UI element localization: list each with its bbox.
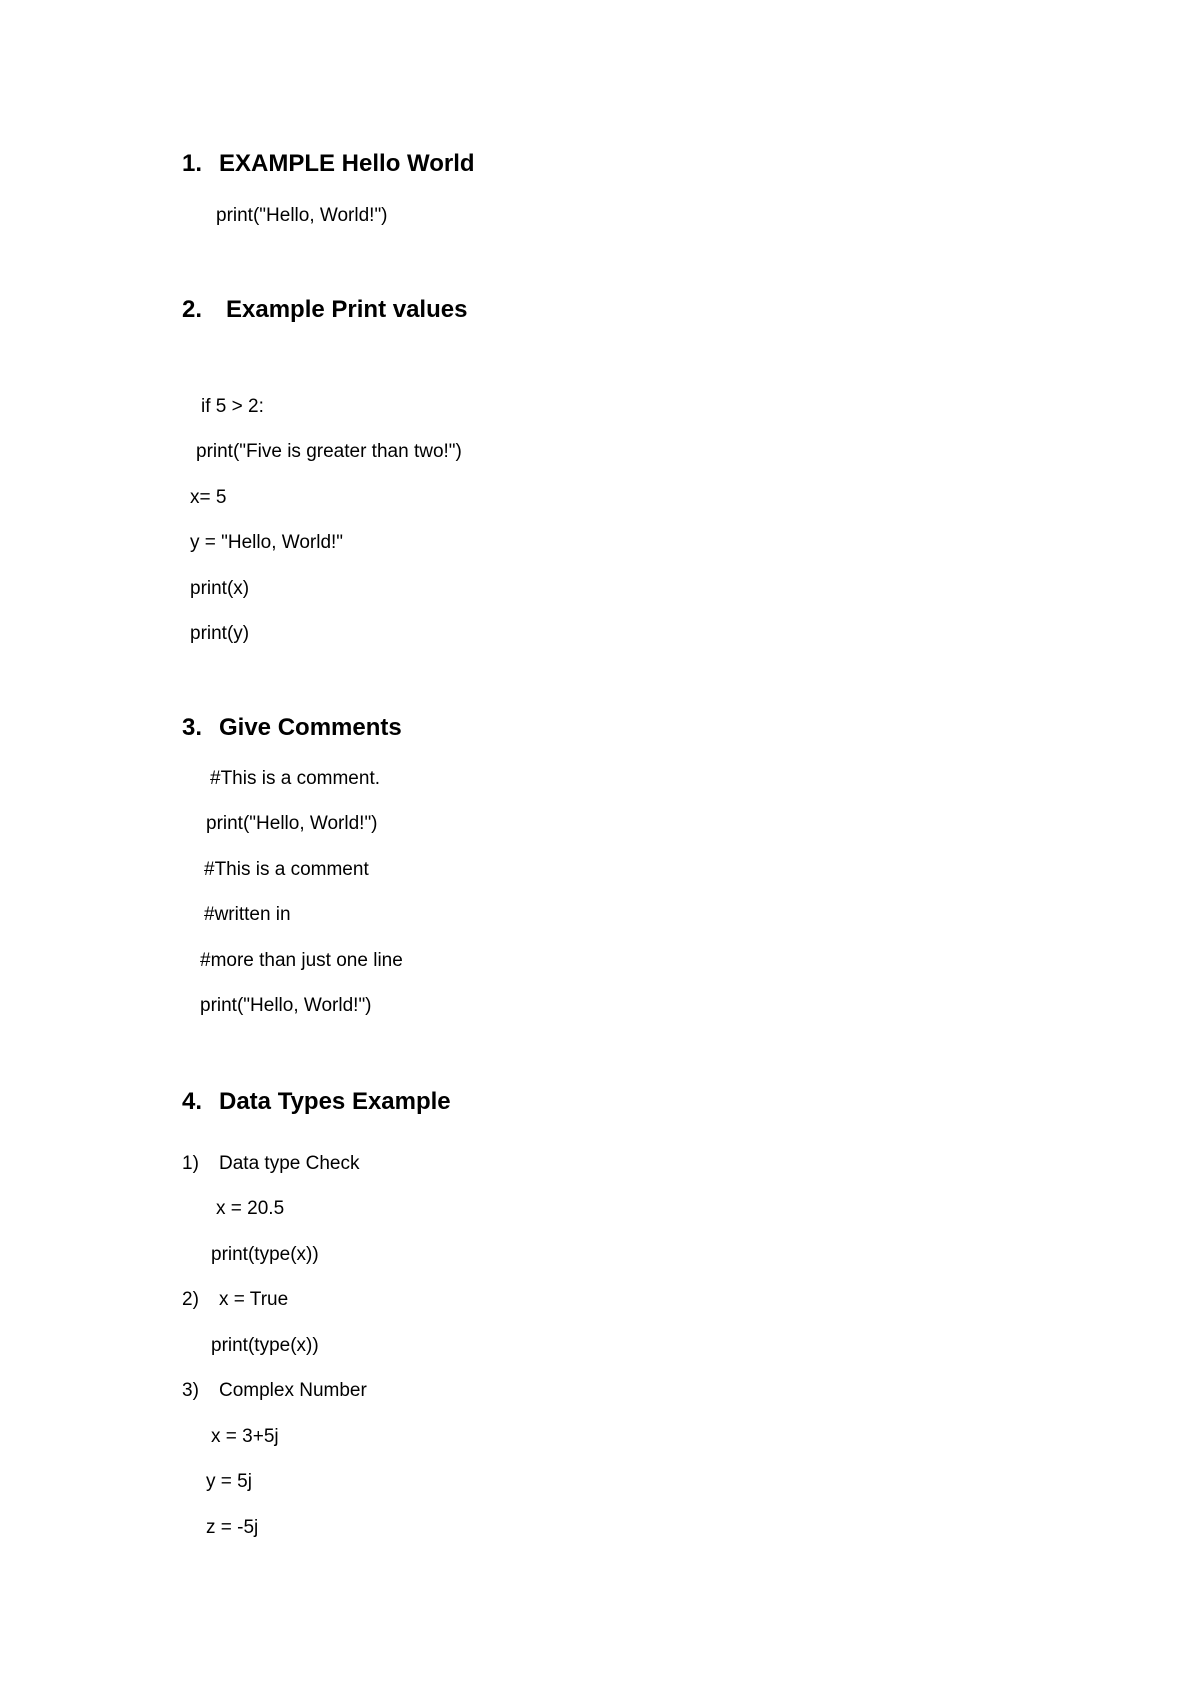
code-line: print("Hello, World!"): [200, 995, 372, 1016]
code-line: z = -5j: [206, 1517, 259, 1538]
section-number: 3.: [182, 714, 203, 741]
code-line: #written in: [204, 904, 291, 925]
code-line: print(y): [190, 623, 250, 644]
code-line: print("Five is greater than two!"): [196, 441, 462, 462]
code-line: #This is a comment: [204, 859, 369, 880]
item-label: x = True: [219, 1289, 289, 1310]
item-number: 2): [182, 1289, 199, 1310]
code-line: print(type(x)): [211, 1244, 319, 1265]
code-line: y = "Hello, World!": [190, 532, 344, 553]
code-line: x = 3+5j: [211, 1426, 279, 1447]
code-line: print(x): [190, 578, 250, 599]
code-line: print("Hello, World!"): [216, 205, 388, 226]
code-line: x = 20.5: [216, 1198, 285, 1219]
item-number: 1): [182, 1153, 199, 1174]
section-title: EXAMPLE Hello World: [219, 150, 475, 177]
code-line: if 5 > 2:: [201, 396, 264, 417]
item-number: 3): [182, 1380, 199, 1401]
section-number: 2.: [182, 296, 203, 323]
code-line: x= 5: [190, 487, 227, 508]
code-line: print("Hello, World!"): [206, 813, 378, 834]
section-number: 4.: [182, 1088, 203, 1115]
code-line: #more than just one line: [200, 950, 403, 971]
section-number: 1.: [182, 150, 203, 177]
section-title: Give Comments: [219, 714, 402, 741]
item-label: Complex Number: [219, 1380, 367, 1401]
code-line: #This is a comment.: [210, 768, 380, 789]
section-title: Example Print values: [226, 296, 468, 323]
code-line: y = 5j: [206, 1471, 252, 1492]
section-title: Data Types Example: [219, 1088, 451, 1115]
code-line: print(type(x)): [211, 1335, 319, 1356]
item-label: Data type Check: [219, 1153, 360, 1174]
